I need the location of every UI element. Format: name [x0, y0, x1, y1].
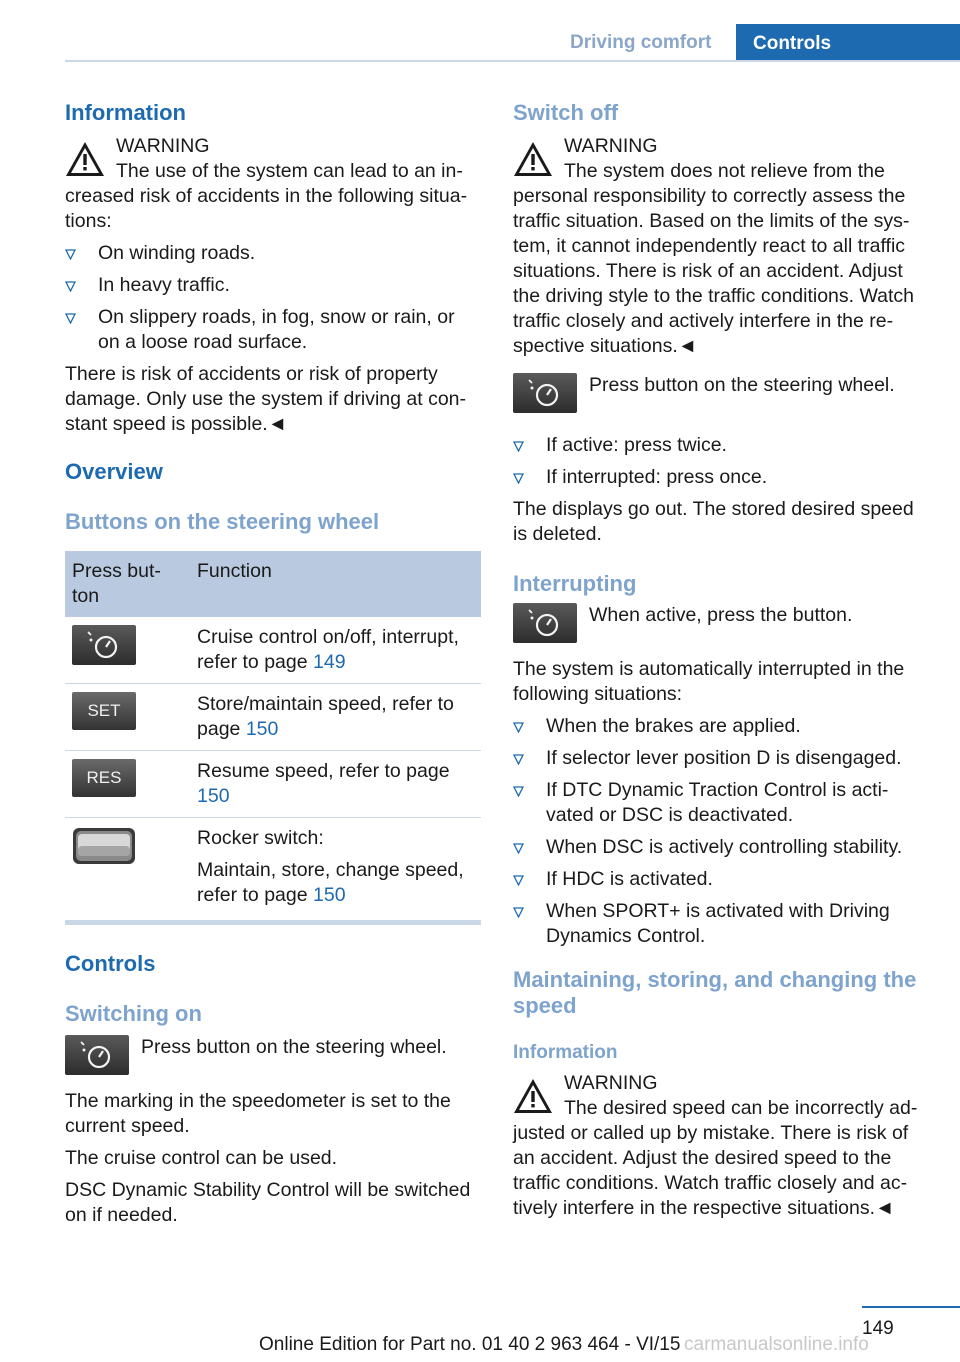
warning-block-1 — [65, 134, 481, 234]
controls-heading: Controls — [65, 951, 156, 976]
warning-list-1 — [65, 241, 481, 355]
row-text: Store/maintain speed, refer to page — [197, 693, 454, 740]
page-number: 149 — [862, 1318, 894, 1339]
list-item — [65, 273, 481, 298]
list-item — [513, 746, 933, 771]
warning-triangle-icon — [65, 140, 105, 178]
row-text: Maintain, store, change speed, refer to page — [197, 859, 464, 906]
list-item — [513, 433, 933, 458]
list-item — [513, 835, 933, 860]
switching-on-row — [65, 1035, 481, 1075]
switching-on-text: Press button on the steering wheel. — [141, 1036, 447, 1058]
warning-text: The system does not relieve from the personal responsibility to correctly assess the traffic situation. Based on the limits of the sys‐tem, it cannot independently react to all traffic situations. There is risk of an accident. Adjust the driving style to the traffic conditions. Watch traffic closely and actively interfere in the re‐spective situations.◄ — [513, 160, 915, 357]
list-item-text: When DSC is actively controlling stability. — [546, 836, 903, 858]
warning-triangle-icon — [513, 140, 553, 178]
table-row — [65, 684, 481, 751]
switch-off-text: Press button on the steering wheel. — [589, 374, 895, 396]
rocker-switch-icon — [72, 826, 136, 866]
cruise-control-icon — [65, 1035, 129, 1075]
watermark: carmanualsonline.info — [684, 1334, 869, 1355]
table-row — [65, 617, 481, 684]
edition-footer: Online Edition for Part no. 01 40 2 963 464 - VI/15 — [259, 1334, 681, 1355]
warning-block-3 — [513, 1071, 933, 1221]
list-item — [513, 867, 933, 892]
triangle-bullet-icon — [513, 473, 524, 484]
list-item — [513, 778, 933, 828]
buttons-heading: Buttons on the steering wheel — [65, 509, 380, 534]
table-row — [65, 751, 481, 818]
list-item — [513, 465, 933, 490]
page-link[interactable]: 150 — [313, 884, 346, 906]
interrupting-text: When active, press the button. — [589, 604, 853, 626]
warning-triangle-icon — [513, 1077, 553, 1115]
page-link[interactable]: 149 — [313, 651, 346, 673]
list-item-text: If DTC Dynamic Traction Control is acti‐vated or DSC is deactivated. — [546, 779, 889, 826]
list-item-text: On winding roads. — [98, 242, 256, 264]
footer-rule — [862, 1306, 960, 1308]
list-item-text: If active: press twice. — [546, 434, 727, 456]
table-header-cell: Press but‐ton — [65, 551, 190, 617]
res-button-icon: RES — [72, 759, 136, 797]
paragraph: The marking in the speedometer is set to the current speed. — [65, 1090, 451, 1137]
header-section: Driving comfort — [570, 32, 712, 53]
triangle-bullet-icon — [65, 249, 76, 260]
warning-text: The desired speed can be incorrectly ad‐justed or called up by mistake. There is risk of an accident. Adjust the desired speed to the traffic conditions. Watch traffic closely and ac‐tively interfere in the respective situations.◄ — [513, 1097, 918, 1219]
interrupting-list — [513, 714, 933, 949]
warning-title: WARNING — [116, 135, 210, 157]
table-header-cell: Function — [190, 551, 481, 617]
table-bottom-rule — [65, 920, 481, 925]
information-heading: Information — [65, 100, 186, 125]
row-text: Cruise control on/off, interrupt, refer to page — [197, 626, 459, 673]
switch-off-row — [513, 373, 933, 413]
warning-title: WARNING — [564, 135, 658, 157]
buttons-table — [65, 551, 481, 916]
list-item-text: If interrupted: press once. — [546, 466, 768, 488]
information-subheading: Information — [513, 1042, 618, 1063]
table-header-row — [65, 551, 481, 617]
warning-text: The use of the system can lead to an in‐creased risk of accidents in the following situa‐tions: — [65, 160, 468, 232]
list-item — [513, 714, 933, 739]
switching-on-heading: Switching on — [65, 1001, 202, 1026]
warning-block-2 — [513, 134, 933, 359]
warning-title: WARNING — [564, 1072, 658, 1094]
list-item-text: If HDC is activated. — [546, 868, 713, 890]
triangle-bullet-icon — [513, 786, 524, 797]
triangle-bullet-icon — [65, 313, 76, 324]
header-tab — [736, 24, 960, 62]
overview-heading: Overview — [65, 459, 163, 484]
list-item-text: On slippery roads, in fog, snow or rain, or on a loose road surface. — [98, 306, 455, 353]
list-item-text: In heavy traffic. — [98, 274, 230, 296]
triangle-bullet-icon — [513, 875, 524, 886]
cruise-control-icon — [72, 625, 136, 665]
paragraph: DSC Dynamic Stability Control will be switched on if needed. — [65, 1179, 471, 1226]
interrupting-row — [513, 603, 933, 643]
triangle-bullet-icon — [513, 754, 524, 765]
page-link[interactable]: 150 — [245, 718, 279, 740]
interrupting-heading: Interrupting — [513, 571, 637, 596]
left-column — [65, 100, 481, 1235]
row-text: Resume speed, refer to page — [197, 760, 450, 782]
paragraph: The cruise control can be used. — [65, 1147, 338, 1169]
set-button-icon: SET — [72, 692, 136, 730]
list-item — [65, 305, 481, 355]
switch-off-after: The displays go out. The stored desired speed is deleted. — [513, 498, 914, 545]
interrupting-intro: The system is automatically interrupted in the following situations: — [513, 658, 905, 705]
warning-after-text: There is risk of accidents or risk of property damage. Only use the system if driving at con‐stant speed is possible.◄ — [65, 363, 467, 435]
header-rule — [65, 60, 960, 62]
list-item — [513, 899, 933, 949]
cruise-control-icon — [513, 603, 577, 643]
switch-off-list — [513, 433, 933, 490]
page-link[interactable]: 150 — [197, 785, 230, 807]
right-column — [513, 100, 933, 1228]
triangle-bullet-icon — [513, 441, 524, 452]
switch-off-heading: Switch off — [513, 100, 619, 125]
triangle-bullet-icon — [513, 843, 524, 854]
list-item-text: When SPORT+ is activated with Driving Dynamics Control. — [546, 900, 890, 947]
maintaining-heading: Maintaining, storing, and changing the speed — [513, 967, 917, 1018]
list-item — [65, 241, 481, 266]
header-tab-label: Controls — [753, 33, 832, 54]
row-text: Rocker switch: — [197, 827, 324, 849]
triangle-bullet-icon — [513, 907, 524, 918]
table-row — [65, 818, 481, 917]
triangle-bullet-icon — [513, 722, 524, 733]
list-item-text: If selector lever position D is disengaged. — [546, 747, 902, 769]
cruise-control-icon — [513, 373, 577, 413]
triangle-bullet-icon — [65, 281, 76, 292]
list-item-text: When the brakes are applied. — [546, 715, 801, 737]
